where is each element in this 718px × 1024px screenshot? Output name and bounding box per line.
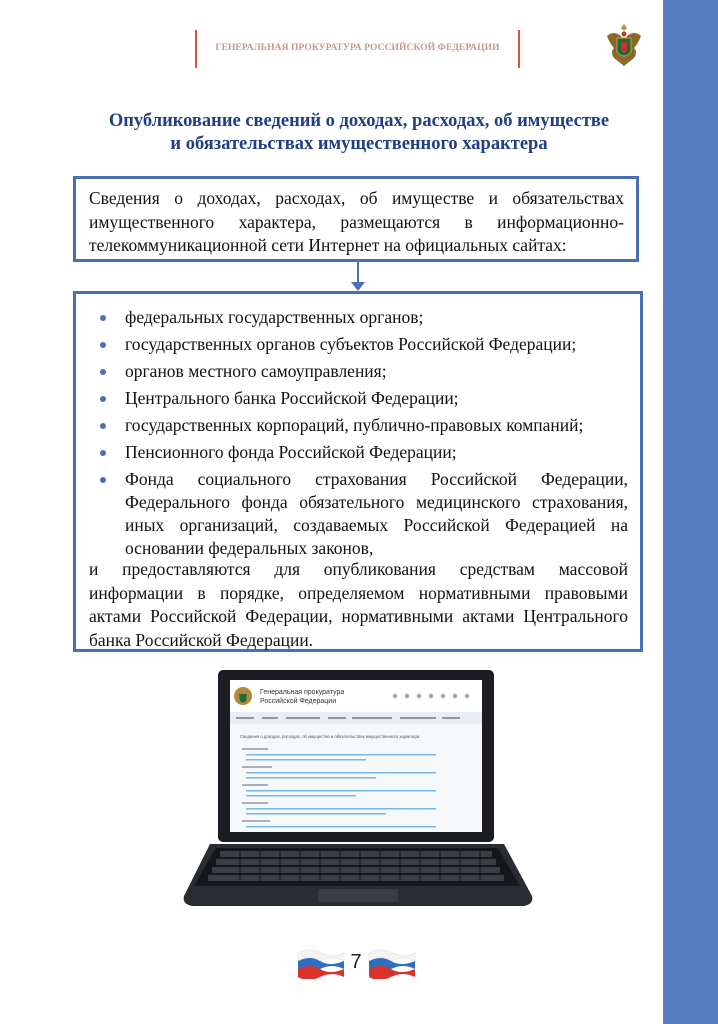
laptop-illustration [180, 668, 536, 912]
list-item: Фонда социального страхования Российской Федерации, Федерального фонда обязательного медицинского страхования, иных организаций, создаваемых Российской Федерацией на основании федеральных законов, [76, 468, 640, 560]
intro-line-1: Сведения о доходах, расходах, об имуществе и обязательствах [89, 188, 624, 208]
right-side-bar [663, 0, 718, 1024]
bullet-icon [100, 342, 106, 348]
sites-list [76, 306, 640, 564]
list-item: Пенсионного фонда Российской Федерации; [76, 441, 640, 464]
intro-box [73, 176, 639, 262]
russian-flag-icon [296, 945, 346, 979]
bullet-icon [100, 369, 106, 375]
page-header [195, 30, 520, 68]
list-item: федеральных государственных органов; [76, 306, 640, 329]
arrow-down-icon [351, 282, 365, 291]
page-title [60, 110, 658, 156]
list-item: Центрального банка Российской Федерации; [76, 387, 640, 410]
emblem-icon [604, 22, 644, 68]
bullet-icon [100, 315, 106, 321]
bullet-icon [100, 450, 106, 456]
header-rule-right [518, 30, 520, 68]
list-item: государственных органов субъектов Российской Федерации; [76, 333, 640, 356]
title-line-2: и обязательствах имущественного характера [170, 134, 548, 154]
bullet-icon [100, 423, 106, 429]
laptop-page-heading: Сведения о доходах, расходах, об имуществе и обязательствах имущественного характера [240, 734, 420, 739]
connector-line [357, 262, 359, 284]
list-item: государственных корпораций, публично-правовых компаний; [76, 414, 640, 437]
sites-list-box [73, 291, 643, 652]
closing-paragraph: и предоставляются для опубликования средствам массовой информации в порядке, определяемом нормативными правовыми актами Российской Федерации, нормативными актами Центрального банка Российской Федерации. [89, 559, 628, 650]
header-org-name: ГЕНЕРАЛЬНАЯ ПРОКУРАТУРА РОССИЙСКОЙ ФЕДЕРАЦИИ [215, 43, 500, 53]
bullet-icon [100, 396, 106, 402]
laptop-site-name-2: Российской Федерации [260, 698, 337, 705]
intro-line-2: имущественного характера, размещаются в информационно- [89, 211, 624, 232]
intro-line-3: телекоммуникационной сети Интернет на официальных сайтах: [89, 235, 567, 255]
russian-flag-icon [367, 945, 417, 979]
page-number: 7 [350, 951, 362, 973]
bullet-icon [100, 477, 106, 483]
laptop-site-name-1: Генеральная прокуратура [260, 689, 345, 696]
list-item: органов местного самоуправления; [76, 360, 640, 383]
title-line-1: Опубликование сведений о доходах, расходах, об имуществе [108, 111, 610, 131]
